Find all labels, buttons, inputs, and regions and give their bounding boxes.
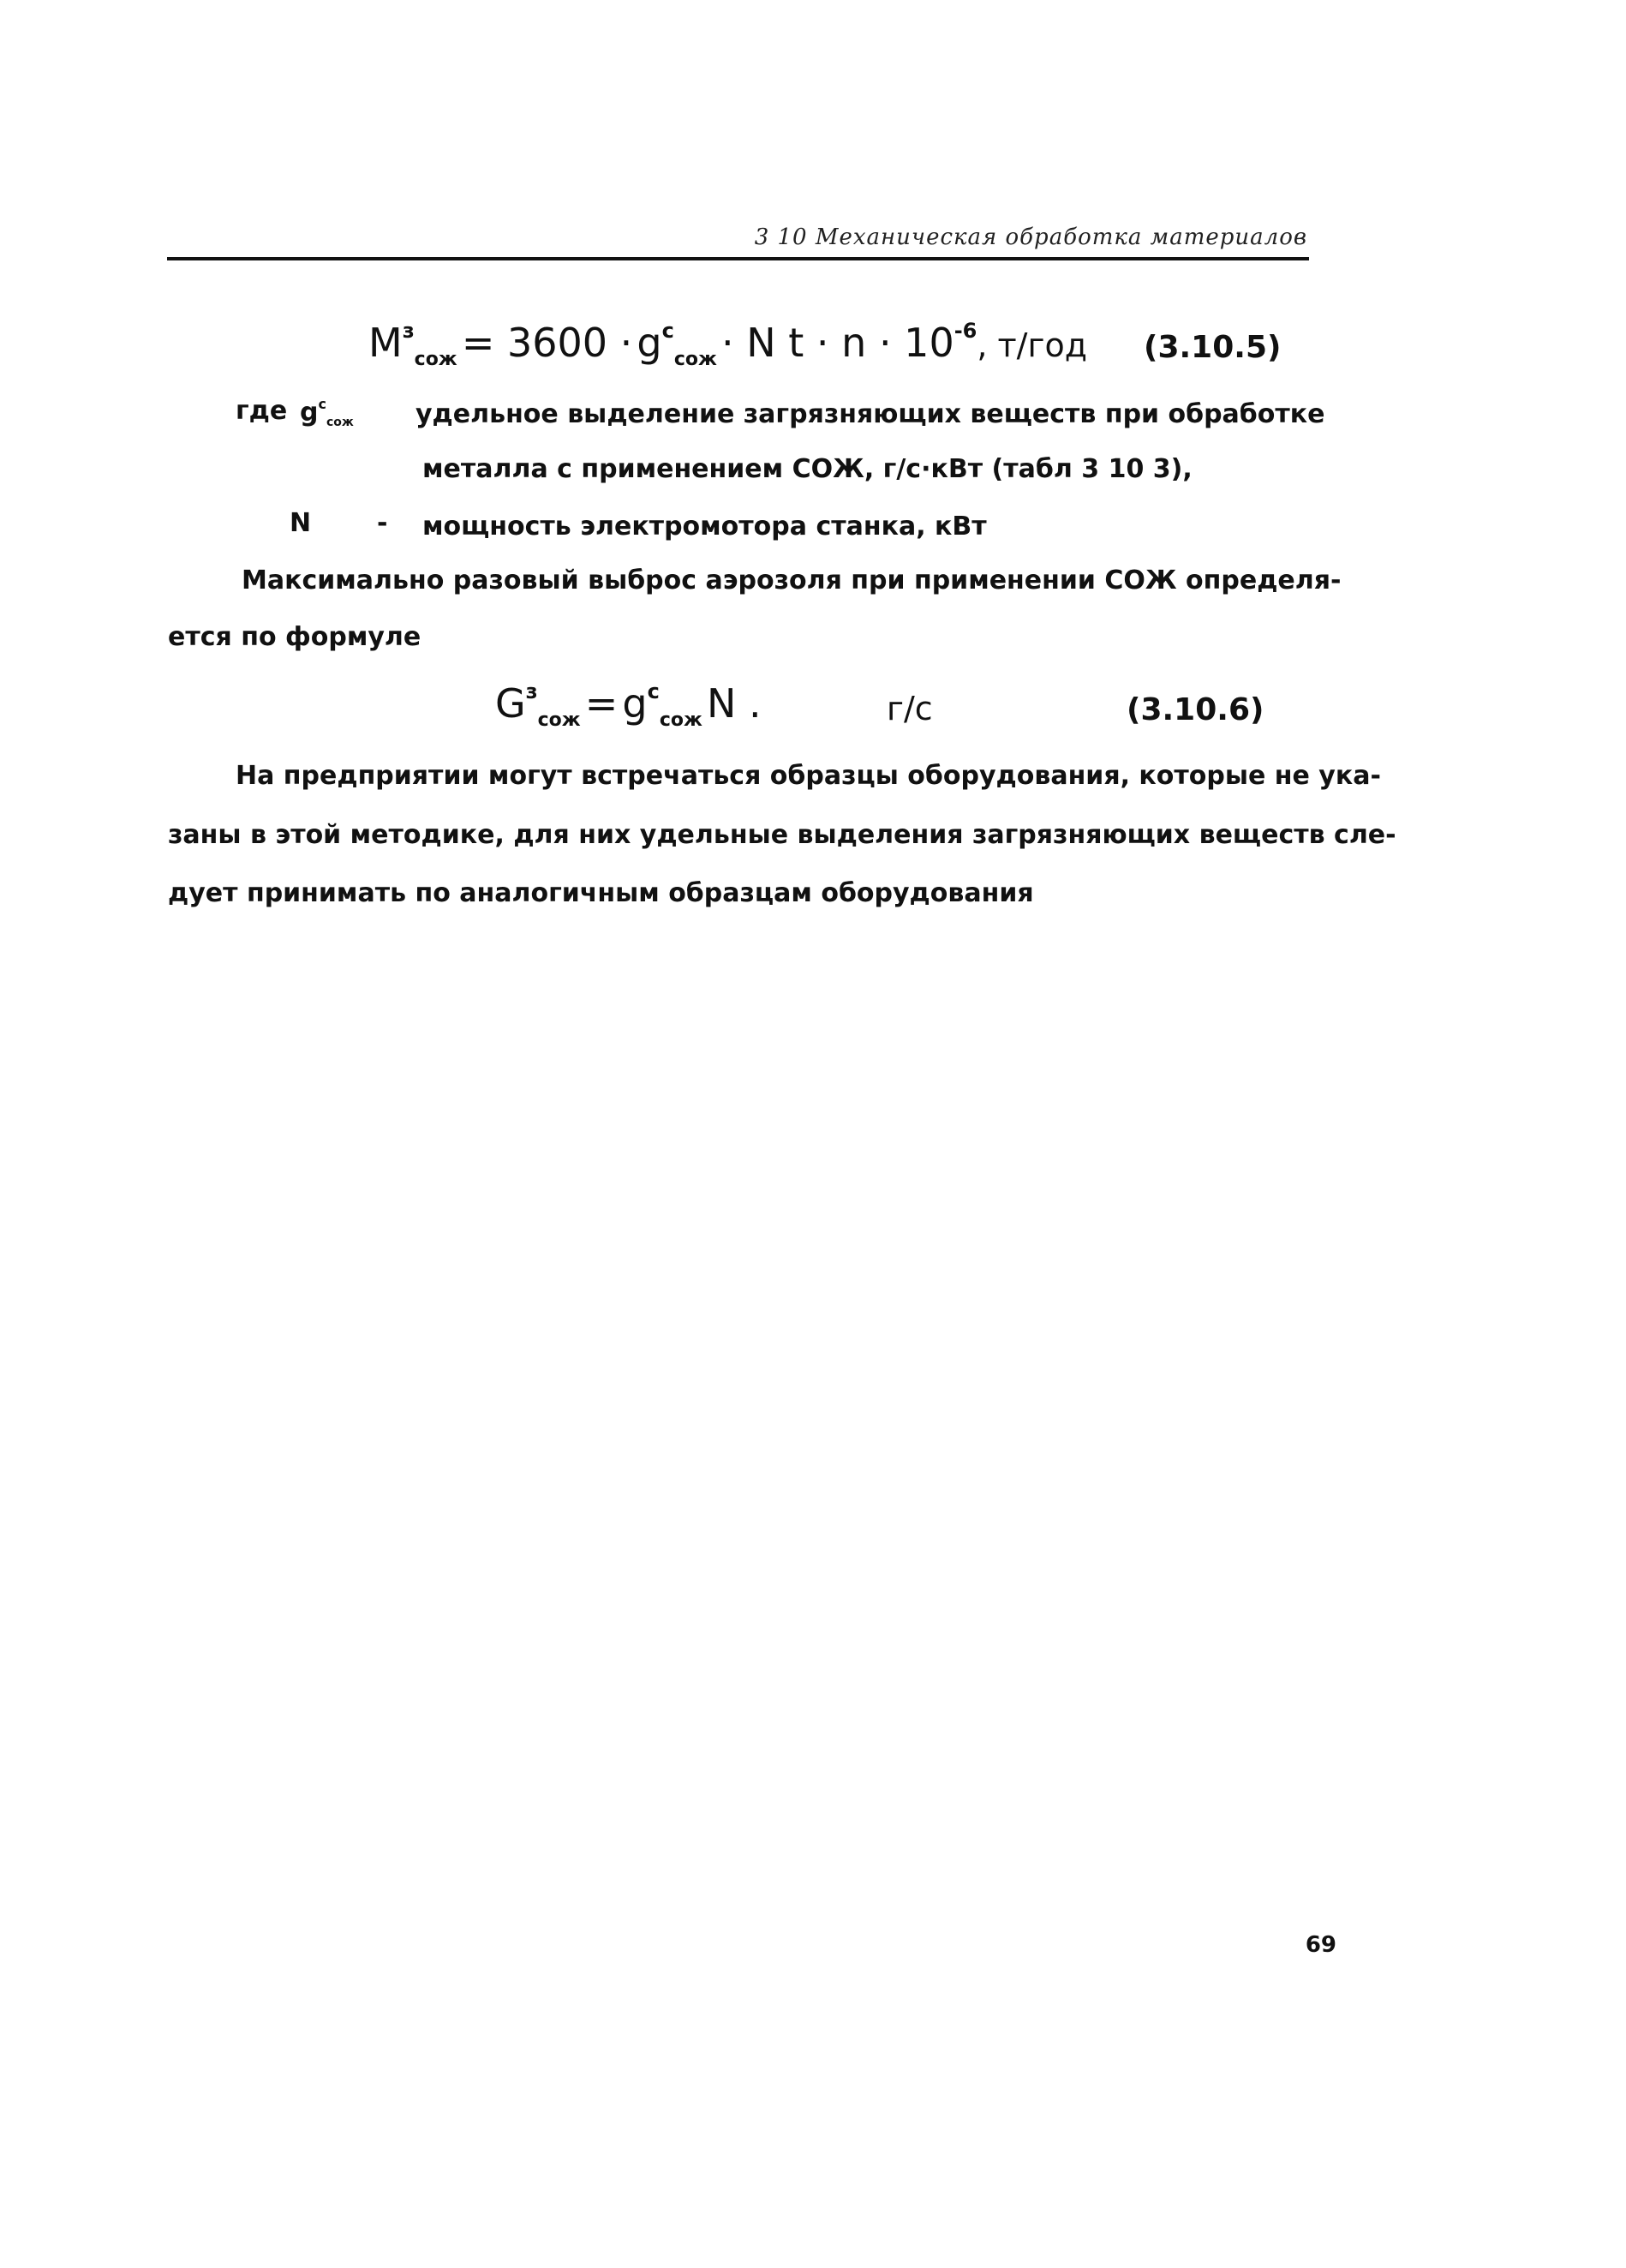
formula2-lhs-sub: сож [537, 709, 581, 731]
formula-exponent: -6 [953, 319, 977, 343]
def-n-dash: - [377, 508, 388, 538]
def-g-sub: сож [326, 416, 354, 429]
formula-rest: · N t · n · 10 [720, 320, 954, 366]
formula2-g-sup: c [647, 679, 660, 703]
equation-number-2: (3.10.6) [1127, 692, 1264, 727]
formula2-unit-text: г/с [887, 690, 933, 727]
formula-unit: , т/год [977, 326, 1087, 364]
paragraph2-line3: дует принимать по аналогичным образцам оборудования [168, 878, 1034, 908]
def-g-symbol-group [300, 396, 354, 429]
formula2-lhs-symbol: G [495, 680, 526, 727]
formula2-equals: = [584, 680, 619, 727]
formula-lhs-symbol: M [368, 320, 403, 366]
def-g-desc-line2: металла с применением СОЖ, г/с·кВт (табл 3 10 3), [422, 454, 1193, 484]
formula2-unit [887, 690, 933, 727]
formula-equals: = 3600 · [461, 320, 633, 366]
def-g-desc-line1: удельное выделение загрязняющих веществ при обработке [415, 399, 1325, 429]
def-n-desc: мощность электромотора станка, кВт [422, 512, 987, 542]
formula-g-sup: c [661, 319, 674, 343]
formula-g-sub: сож [673, 349, 717, 370]
formula2-rest: N . [707, 680, 762, 727]
formula-lhs-sup: з [402, 319, 415, 343]
paragraph1-line1: Максимально разовый выброс аэрозоля при применении СОЖ определя- [242, 566, 1342, 595]
page-number: 69 [1305, 1932, 1336, 1958]
header-rule [167, 257, 1309, 260]
formula2-g-symbol: g [622, 680, 648, 727]
def-g-symbol: g [300, 398, 319, 428]
def-g-sup: c [318, 396, 326, 412]
equation-number-1: (3.10.5) [1144, 330, 1282, 365]
formula-3-10-6 [495, 679, 762, 731]
paragraph2-line2: заны в этой методике, для них удельные выделения загрязняющих веществ сле- [168, 820, 1396, 850]
paragraph2-line1: На предприятии могут встречаться образцы оборудования, которые не ука- [236, 761, 1381, 791]
running-header: 3 10 Механическая обработка материалов [754, 224, 1307, 250]
formula-3-10-5 [368, 319, 1087, 370]
formula-lhs-sub: сож [414, 349, 457, 370]
where-label: где [236, 396, 288, 426]
formula2-g-sub: сож [659, 709, 702, 731]
formula2-lhs-sup: з [525, 679, 538, 703]
def-n-symbol: N [290, 508, 312, 538]
paragraph1-line2: ется по формуле [168, 622, 421, 652]
formula-g-symbol: g [637, 320, 662, 366]
